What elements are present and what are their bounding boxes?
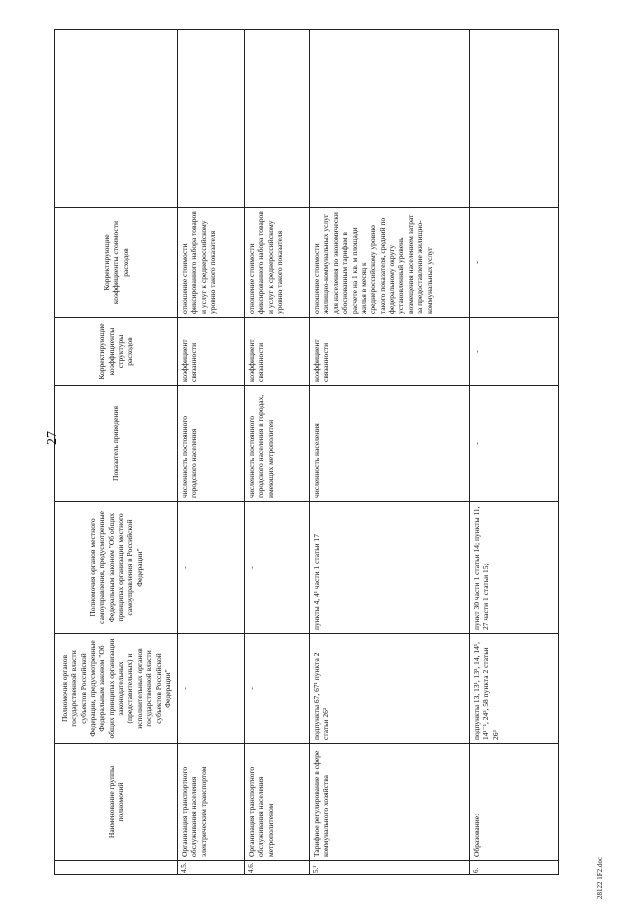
page-number: 27 <box>45 431 60 445</box>
row-indicator: численность постоянного городского населения в городах, имеющих метрополитен <box>245 386 310 502</box>
row-extra <box>310 30 470 208</box>
row-group-name: Образование: <box>470 744 559 861</box>
table-row <box>178 30 245 875</box>
row-local-powers: - <box>178 502 245 634</box>
row-structure-coefficient: коэффициент связанности <box>310 318 470 386</box>
header-number <box>55 861 178 875</box>
row-local-powers: - <box>245 502 310 634</box>
row-regional-powers: подпункты 67, 67¹ пункта 2 статьи 26³ <box>310 634 470 744</box>
header-group-name: Наименование группы полномочий <box>55 744 178 861</box>
table-row <box>470 30 559 875</box>
row-cost-coefficient: отношение стоимости фиксированного набора товаров и услуг к среднероссийскому уровню такого показателя <box>178 208 245 318</box>
header-extra <box>55 30 178 208</box>
row-regional-powers: - <box>245 634 310 744</box>
row-group-name: Организация транспортного обслуживания населения электрическим транспортом <box>178 744 245 861</box>
row-cost-coefficient: отношение стоимости жилищно-коммунальных услуг для населения по экономически обоснованным тарифам в расчете на 1 кв. м площади жилья в месяц к среднероссийскому уровню такого показателя, средний по федеральному округу установленный уровень возмещения населением затрат за предоставление жилищно-коммунальных услуг <box>310 208 470 318</box>
row-number: 5.¹ <box>310 861 470 875</box>
rotated-table-container <box>54 30 559 875</box>
row-extra <box>178 30 245 208</box>
row-number: 4.6. <box>245 861 310 875</box>
row-structure-coefficient: коэффициент связанности <box>245 318 310 386</box>
header-cost-coefficients: Корректирующие коэффициенты стоимости расходов <box>55 208 178 318</box>
row-group-name: Тарифное регулирование в сфере коммунального хозяйства <box>310 744 470 861</box>
row-indicator: численность постоянного городского населения <box>178 386 245 502</box>
powers-table <box>54 29 559 875</box>
row-cost-coefficient: отношение стоимости фиксированного набора товаров и услуг к среднероссийскому уровню такого показателя <box>245 208 310 318</box>
row-indicator: - <box>470 386 559 502</box>
row-number: 4.5. <box>178 861 245 875</box>
row-local-powers: пункты 4, 4¹ части 1 статьи 17 <box>310 502 470 634</box>
table-row <box>245 30 310 875</box>
row-structure-coefficient: - <box>470 318 559 386</box>
row-local-powers: пункт 30 части 1 статьи 14; пункты 11, 27 части 1 статьи 15; <box>470 502 559 634</box>
row-number: 6. <box>470 861 559 875</box>
row-extra <box>470 30 559 208</box>
document-code: 28122 1F2.doc <box>596 857 604 899</box>
row-extra <box>245 30 310 208</box>
row-regional-powers: подпункты 13, 13¹, 13², 14, 14¹, 14¹⁻¹, 24³, 58 пункта 2 статьи 26³ <box>470 634 559 744</box>
row-group-name: Организация транспортного обслуживания населения метрополитеном <box>245 744 310 861</box>
header-indicator: Показатель приведения <box>55 386 178 502</box>
row-regional-powers: - <box>178 634 245 744</box>
row-cost-coefficient: - <box>470 208 559 318</box>
header-structure-coefficients: Корректирующие коэффициенты структуры расходов <box>55 318 178 386</box>
row-structure-coefficient: коэффициент связанности <box>178 318 245 386</box>
header-regional-powers: Полномочия органов государственной власти субъектов Российской Федерации, предусмотренные Федеральным законом "Об общих принципах организации законодательных (представительных) и исполнительных органов государственной власти субъектов Российской Федерации" <box>55 634 178 744</box>
header-local-powers: Полномочия органов местного самоуправления, предусмотренные Федеральным законом "Об общих принципах организации местного самоуправления в Российской Федерации" <box>55 502 178 634</box>
table-row <box>310 30 470 875</box>
table-header-row <box>55 30 178 875</box>
row-indicator: численность населения <box>310 386 470 502</box>
